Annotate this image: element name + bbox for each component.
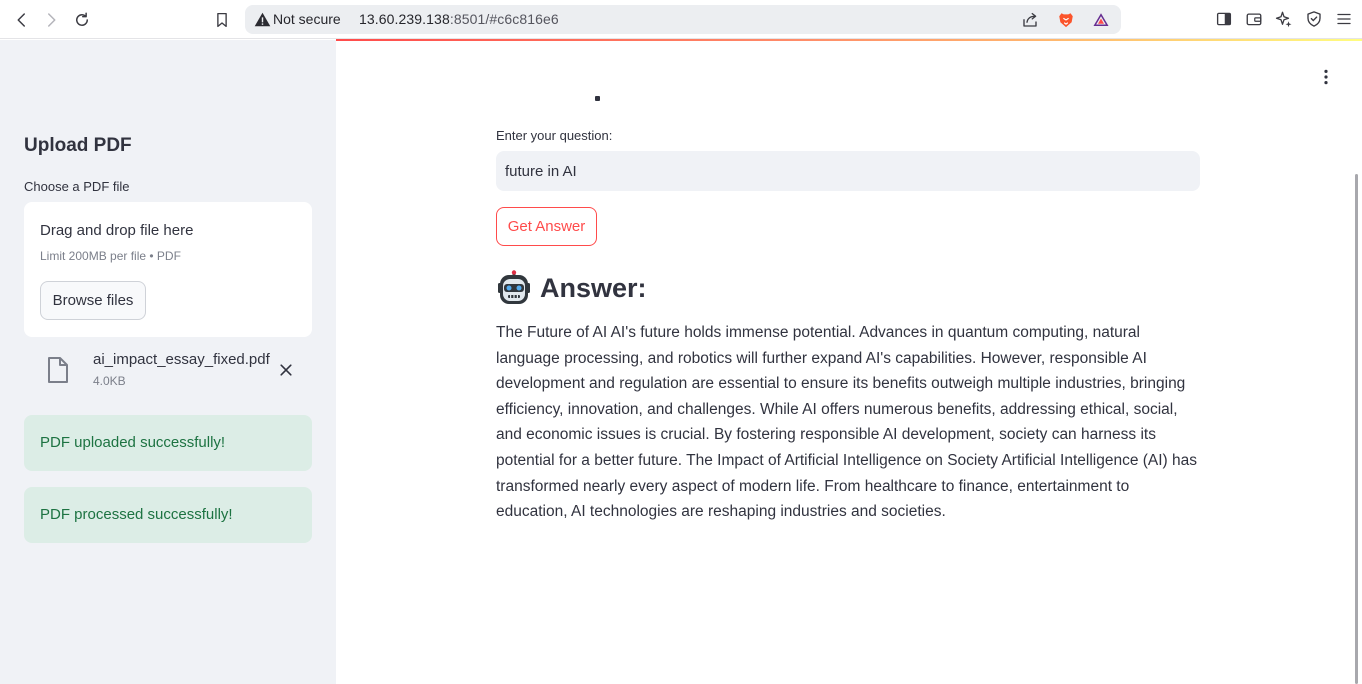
shield-icon: [1305, 10, 1323, 28]
sidebar-title: Upload PDF: [24, 135, 132, 156]
reload-button[interactable]: [69, 7, 95, 33]
wallet-icon: [1245, 10, 1263, 28]
sparkle-icon: [1275, 10, 1293, 28]
browser-toolbar: [0, 0, 1362, 39]
url-host: 13.60.239.138: [359, 11, 450, 27]
bookmark-button[interactable]: [209, 7, 235, 33]
page-title-remnant: [595, 96, 600, 101]
answer-title: Answer:: [540, 272, 647, 303]
leo-ai-button[interactable]: [1274, 9, 1294, 29]
upload-success-alert: PDF uploaded successfully!: [24, 415, 312, 471]
warning-triangle-icon: [254, 11, 271, 28]
url-path: :8501/#c6c816e6: [449, 11, 559, 27]
brave-rewards-button[interactable]: [1091, 10, 1111, 30]
file-dropzone[interactable]: [24, 202, 312, 337]
file-icon: [46, 356, 70, 384]
robot-face-icon: [496, 270, 532, 306]
back-button[interactable]: [9, 7, 35, 33]
bookmark-icon: [213, 11, 231, 29]
get-answer-button[interactable]: Get Answer: [496, 207, 597, 246]
back-arrow-icon: [13, 11, 31, 29]
page-scrollbar[interactable]: [1355, 174, 1358, 684]
address-bar[interactable]: [245, 5, 1121, 34]
dropzone-limit: Limit 200MB per file • PDF: [40, 249, 181, 263]
reload-icon: [73, 11, 91, 29]
brave-lion-icon: [1057, 11, 1075, 29]
file-name: ai_impact_essay_fixed.pdf: [93, 351, 270, 368]
sidebar-panel-icon: [1215, 10, 1233, 28]
question-input[interactable]: [496, 151, 1200, 191]
vpn-button[interactable]: [1304, 9, 1324, 29]
hamburger-menu-icon: [1335, 10, 1353, 28]
browser-menu-button[interactable]: [1334, 9, 1354, 29]
app-menu-button[interactable]: [1318, 67, 1334, 87]
wallet-button[interactable]: [1244, 9, 1264, 29]
forward-arrow-icon: [42, 11, 60, 29]
remove-file-button[interactable]: [276, 360, 296, 380]
answer-heading: [496, 269, 647, 307]
answer-text: The Future of AI AI's future holds immense potential. Advances in quantum computing, natural language processing, and robotics will further expand AI's capabilities. However, responsible AI development and regulation are essential to ensure its benefits outweigh multiple industries, bringing efficiency, innovation, and challenges. While AI offers numerous benefits, addressing ethical, social, and economic issues is crucial. By fostering responsible AI development, society can harness its potential for a better future. The Impact of Artificial Intelligence on Society Artificial Intelligence (AI) has transformed nearly every aspect of modern life. From healthcare to finance, entertainment to education, AI technologies are reshaping industries and societies.: [496, 324, 1198, 521]
sidebar-toggle-button[interactable]: [1214, 9, 1234, 29]
share-button[interactable]: [1020, 10, 1040, 30]
dropzone-title: Drag and drop file here: [40, 222, 194, 239]
browse-files-button[interactable]: Browse files: [40, 281, 146, 320]
question-label: Enter your question:: [496, 128, 613, 143]
uploaded-file-item: [24, 348, 312, 392]
close-icon: [278, 362, 294, 378]
main-content: [336, 41, 1362, 684]
url-text[interactable]: [359, 11, 559, 27]
security-status[interactable]: Not secure: [273, 11, 341, 27]
uploader-label: Choose a PDF file: [24, 179, 130, 194]
rewards-triangle-icon: [1092, 11, 1110, 29]
forward-button[interactable]: [38, 7, 64, 33]
share-icon: [1021, 11, 1039, 29]
sidebar: [0, 40, 336, 684]
vertical-ellipsis-icon: [1323, 69, 1329, 85]
file-size: 4.0KB: [93, 374, 126, 388]
brave-shields-button[interactable]: [1056, 10, 1076, 30]
process-success-alert: PDF processed successfully!: [24, 487, 312, 543]
